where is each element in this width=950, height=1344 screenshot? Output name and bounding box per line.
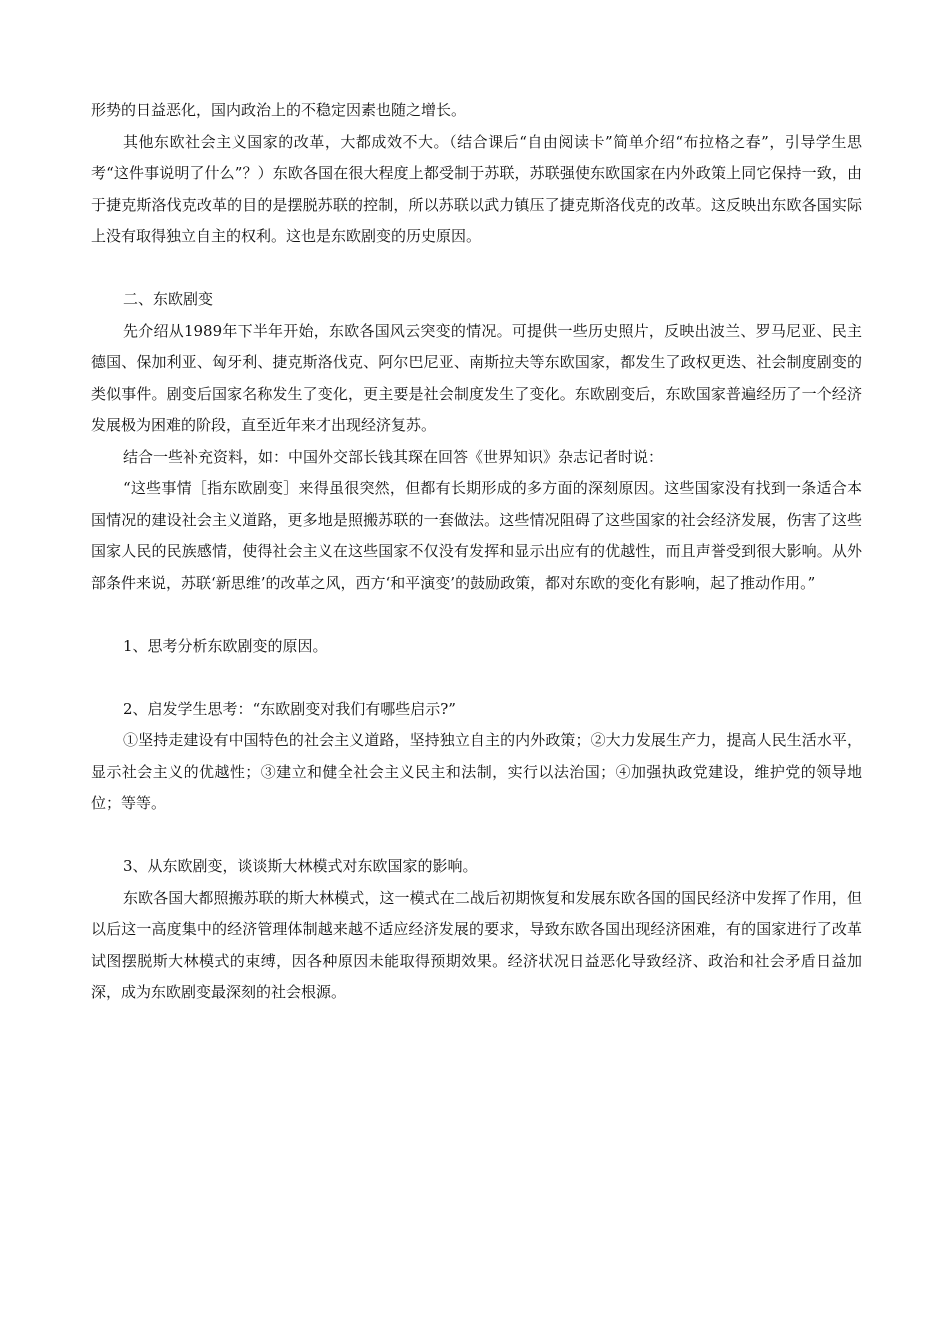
question-2: 2、启发学生思考：“东欧剧变对我们有哪些启示?”	[123, 699, 456, 718]
paragraph-quotation: “这些事情［指东欧剧变］来得虽很突然，但都有长期形成的多方面的深刻原因。这些国家没有找到一条适合本国情况的建设社会主义道路，更多地是照搬苏联的一套做法。这些情况阻碍了这些国家的社会经济发展，伤害了这些国家人民的民族感情，使得社会主义在这些国家不仅没有发挥和显示出应有的优越性，而且声誉受到很大影响。从外部条件来说，苏联‘新思维’的改革之风，西方‘和平演变’的鼓励政策，都对东欧的变化有影响，起了推动作用。”	[91, 479, 862, 592]
paragraph-other-countries-reform: 其他东欧社会主义国家的改革，大都成效不大。（结合课后“自由阅读卡”简单介绍“布拉格之春”，引导学生思考“这件事说明了什么”？）东欧各国在很大程度上都受制于苏联，苏联强使东欧国家在内外政策上同它保持一致，由于捷克斯洛伐克改革的目的是摆脱苏联的控制，所以苏联以武力镇压了捷克斯洛伐克的改革。这反映出东欧各国实际上没有取得独立自主的权利。这也是东欧剧变的历史原因。	[91, 132, 862, 245]
paragraph-upheaval-intro: 先介绍从1989年下半年开始，东欧各国风云突变的情况。可提供一些历史照片，反映出波兰、罗马尼亚、民主德国、保加利亚、匈牙利、捷克斯洛伐克、阿尔巴尼亚、南斯拉夫等东欧国家，都发生了政权更迭、社会制度剧变的类似事件。剧变后国家名称发生了变化，更主要是社会制度发生了变化。东欧剧变后，东欧国家普遍经历了一个经济发展极为困难的阶段，直至近年来才出现经济复苏。	[91, 321, 862, 434]
paragraph-lessons: ①坚持走建设有中国特色的社会主义道路，坚持独立自主的内外政策；②大力发展生产力，提高人民生活水平，显示社会主义的优越性；③建立和健全社会主义民主和法制，实行以法治国；④加强执政党建设，维护党的领导地位；等等。	[91, 731, 862, 812]
paragraph-continued: 形势的日益恶化，国内政治上的不稳定因素也随之增长。	[91, 101, 467, 119]
question-3: 3、从东欧剧变，谈谈斯大林模式对东欧国家的影响。	[123, 857, 478, 875]
paragraph-supplementary-material: 结合一些补充资料，如：中国外交部长钱其琛在回答《世界知识》杂志记者时说：	[123, 447, 664, 466]
question-1: 1、思考分析东欧剧变的原因。	[123, 636, 328, 655]
spacer	[91, 662, 862, 694]
spacer	[91, 599, 862, 631]
spacer	[91, 253, 862, 285]
spacer	[91, 820, 862, 852]
document-page	[91, 95, 862, 1009]
section-heading-eastern-europe-upheaval: 二、东欧剧变	[123, 290, 214, 308]
paragraph-stalin-model: 东欧各国大都照搬苏联的斯大林模式，这一模式在二战后初期恢复和发展东欧各国的国民经济中发挥了作用，但以后这一高度集中的经济管理体制越来越不适应经济发展的要求，导致东欧各国出现经济困难，有的国家进行了改革试图摆脱斯大林模式的束缚，因各种原因未能取得预期效果。经济状况日益恶化导致经济、政治和社会矛盾日益加深，成为东欧剧变最深刻的社会根源。	[91, 888, 862, 1001]
